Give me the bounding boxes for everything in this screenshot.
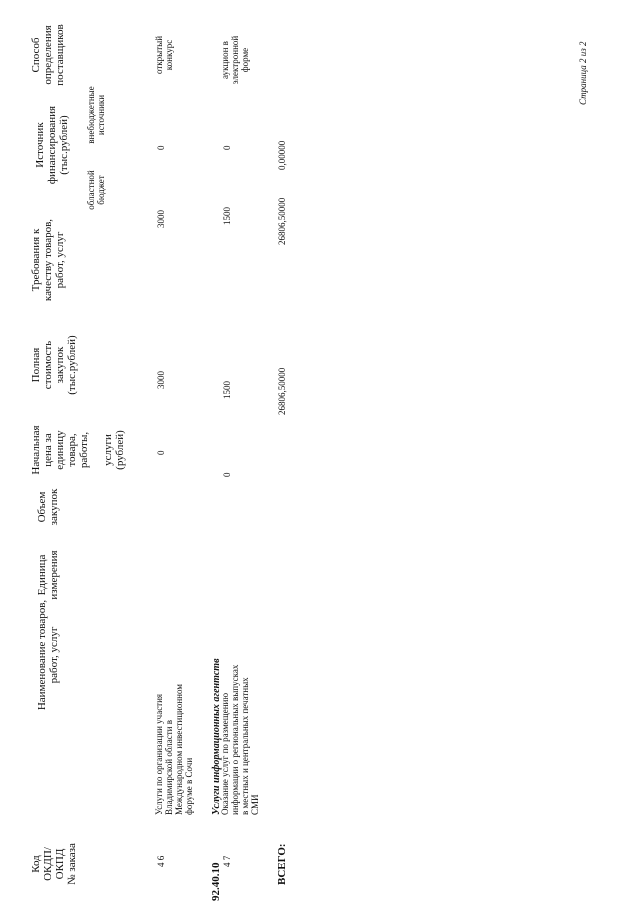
- row-method-line: конкурс: [164, 39, 174, 71]
- row-code: 4 7: [222, 855, 232, 867]
- header-total-cost-line: закупок: [54, 346, 66, 384]
- row-regional-budget: 1500: [222, 207, 232, 225]
- header-unit-price-line: (рублей): [114, 430, 126, 470]
- row-unit-price: 0: [222, 472, 232, 477]
- header-extra-budget-line: внебюджетные: [86, 86, 96, 144]
- table-row: [220, 0, 270, 905]
- header-unit-price-line: единицу: [54, 430, 66, 470]
- header-name-line: Наименование товаров,: [36, 599, 48, 711]
- row-name-line: Услуги по организации участия: [154, 693, 164, 815]
- header-unit-line: Единица: [36, 554, 48, 596]
- header-unit-price: [30, 405, 126, 495]
- header-quality-line: Требования к: [30, 228, 42, 292]
- row-code: 4 6: [156, 855, 166, 867]
- row-name-line: Международном инвестиционном: [174, 684, 184, 815]
- header-volume-line: Объем: [36, 491, 48, 523]
- totals-regional-budget: 26806,50000: [277, 197, 287, 245]
- row-name-line: Владимирской области в: [164, 720, 174, 815]
- group-name: Услуги информационных агентств: [211, 658, 222, 815]
- row-method: [154, 15, 174, 95]
- header-volume-line: закупок: [48, 488, 60, 526]
- row-name-line: Оказание услуг по размещению: [220, 692, 230, 815]
- header-total-cost-line: (тыс.рублей): [66, 335, 78, 395]
- row-name-line: информации о региональных выпусках: [230, 664, 240, 815]
- row-total-cost: 3000: [156, 371, 166, 389]
- header-unit-line: измерения: [48, 550, 60, 600]
- header-method: [30, 5, 66, 105]
- header-financing-line: Источник: [34, 122, 46, 168]
- row-name: [220, 645, 260, 815]
- header-method-line: определения: [42, 25, 54, 85]
- row-name: [154, 655, 194, 815]
- header-unit-price-line: Начальная: [30, 425, 42, 475]
- row-extra-budget: 0: [222, 145, 232, 150]
- row-method-line: открытый: [154, 35, 164, 75]
- totals-label: ВСЕГО:: [276, 843, 288, 885]
- row-method-line: электронной: [230, 35, 240, 85]
- header-extra-budget-line: источники: [96, 94, 106, 136]
- header-regional-budget-line: областной: [86, 170, 96, 210]
- row-name-line: СМИ: [250, 794, 260, 815]
- header-unit-price-line: товара,: [66, 433, 78, 467]
- row-method: [220, 20, 250, 100]
- page-number: Страница 2 из 2: [578, 41, 588, 105]
- header-name-line: работ, услуг: [48, 626, 60, 684]
- header-financing-line: (тыс.рублей): [58, 115, 70, 175]
- header-financing-line: финансирования: [46, 105, 58, 185]
- table-row: [152, 0, 202, 905]
- header-quality-line: качеству товаров,: [42, 218, 54, 302]
- header-method-line: поставщиков: [54, 24, 66, 86]
- row-method-line: аукцион в: [220, 41, 230, 79]
- header-code: [30, 829, 78, 899]
- header-quality: [30, 200, 66, 320]
- header-total-cost: [30, 315, 78, 415]
- header-regional-budget-line: бюджет: [96, 175, 106, 205]
- header-regional-budget: [86, 155, 106, 225]
- row-regional-budget: 3000: [156, 210, 166, 228]
- group-code: 92.40.10: [210, 862, 222, 901]
- totals-total-cost: 26806,50000: [277, 367, 287, 415]
- header-total-cost-line: Полная: [30, 347, 42, 383]
- row-total-cost: 1500: [222, 381, 232, 399]
- header-method-line: Способ: [30, 37, 42, 73]
- header-code-line: Код: [30, 855, 42, 873]
- header-unit-price-line: услуги: [102, 434, 114, 466]
- header-code-line: № заказа: [66, 843, 78, 885]
- header-quality-line: работ, услуг: [54, 231, 66, 289]
- header-total-cost-line: стоимость: [42, 340, 54, 390]
- header-unit: [36, 535, 60, 615]
- row-name-line: форуме в Сочи: [184, 757, 194, 815]
- row-unit-price: 0: [156, 450, 166, 455]
- header-unit-price-line: работы,: [78, 431, 90, 469]
- row-extra-budget: 0: [156, 145, 166, 150]
- totals-extra-budget: 0,00000: [277, 140, 287, 170]
- header-unit-price-line: цена за: [42, 433, 54, 467]
- header-unit-price-line: [90, 405, 102, 495]
- header-code-line: ОКПД: [54, 848, 66, 880]
- row-name-line: в местных и центральных печатных: [240, 677, 250, 815]
- header-extra-budget: [86, 65, 106, 165]
- header-code-line: ОКДП/: [42, 847, 54, 881]
- row-method-line: форме: [240, 47, 250, 73]
